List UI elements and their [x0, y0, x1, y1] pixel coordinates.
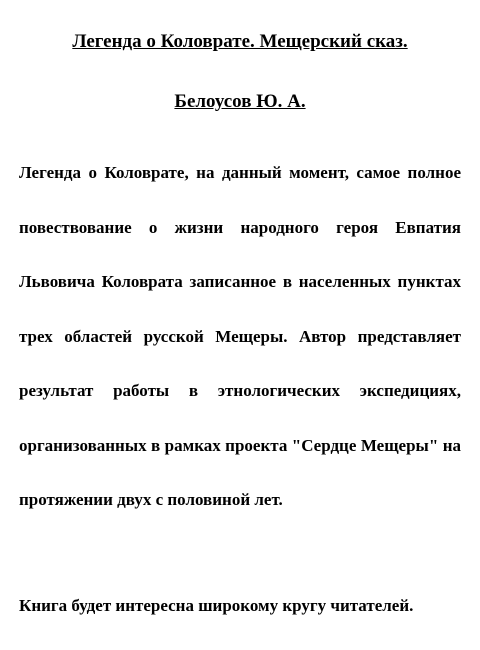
description-paragraph: Легенда о Коловрате, на данный момент, самое полное повествование о жизни народного героя Евпатия Львовича Коловрата записанное в населенных пунктах трех областей русской Мещеры. Автор представляет результат работы в этнологических экспедициях, организованных в рамках проекта "Сердце Мещеры" на протяжении двух с половиной лет. — [19, 163, 461, 509]
document-author: Белоусов Ю. А. — [174, 91, 306, 112]
document-title: Легенда о Коловрате. Мещерский сказ. — [72, 31, 408, 52]
closing-paragraph: Книга будет интересна широкому кругу читателей. — [19, 596, 414, 615]
